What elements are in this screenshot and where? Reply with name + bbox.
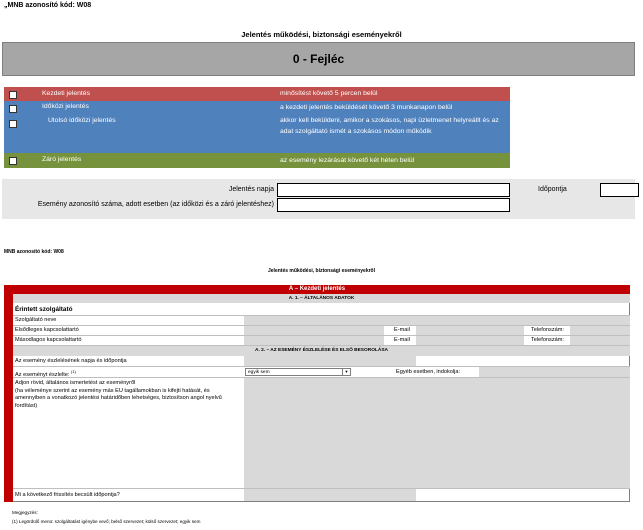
report-type-label: Záró jelentés — [42, 156, 82, 163]
report-date-label: Jelentés napja — [228, 186, 274, 193]
next-update-row — [13, 489, 630, 502]
note-1: (1) Legördülő menü: szolgáltatást igénybe vevő; belső szervezet; külső szervezet; egyik sem — [12, 519, 201, 524]
detected-by-row — [13, 367, 630, 378]
form-code: „MNB azonosító kód: W08 — [4, 2, 92, 9]
detected-by-select[interactable] — [245, 368, 351, 376]
other-reason-label: Egyéb esetben, indokolja: — [396, 369, 461, 375]
detect-date-label: Az esemény észlelésének napja és időpontja — [15, 358, 127, 364]
report-type-label: Időközi jelentés — [42, 103, 89, 110]
checkbox-final[interactable] — [9, 157, 17, 165]
next-update-label: Mi a következő frissítés becsült időpontja? — [15, 492, 120, 498]
section-header: 0 - Fejléc — [2, 42, 635, 76]
select-value: egyik sem — [248, 370, 270, 375]
form-code-small: MNB azonosító kód: W08 — [4, 249, 64, 255]
primary-contact-label: Elsődleges kapcsolattartó — [15, 327, 79, 333]
provider-name-label: Szolgáltató neve — [15, 317, 57, 323]
detect-date-input[interactable] — [244, 356, 416, 366]
checkbox-last-interim[interactable] — [9, 120, 17, 128]
report-type-label: Kezdeti jelentés — [42, 90, 90, 97]
phone-label: Telefonszám: — [531, 327, 564, 333]
primary-contact-input[interactable] — [244, 326, 384, 335]
report-type-desc: minősítést követő 5 percen belül — [280, 90, 378, 97]
report-type-final — [4, 153, 510, 168]
report-title: Jelentés működési, biztonsági eseményekről — [241, 30, 402, 39]
description-label: Adjon rövid, általános ismertetést az eseményről (ha véleménye szerint az esemény más EU tagállamokban is kifejti hatását, és amennyiben a vonatkozó jelentési határidőben lehetséges, biztosítson angol nyelvű fordítást) — [15, 380, 222, 409]
event-id-input[interactable] — [277, 198, 510, 212]
primary-contact-row — [13, 326, 630, 336]
email-label: E-mail — [394, 327, 410, 333]
report-type-desc: akkor kell beküldeni, amikor a szokásos, napi üzletmenet helyreállt és az adat szolgáltató ismét a szokásos módon működik — [280, 117, 499, 135]
affected-provider-heading: Érintett szolgáltató — [13, 303, 630, 316]
secondary-contact-label: Másodlagos kapcsolattartó — [15, 337, 82, 343]
email-label: E-mail — [394, 337, 410, 343]
form-side-bar — [4, 285, 13, 502]
subsection-a2: A. 2. – AZ ESEMÉNY ÉSZLELÉSE ÉS ELSŐ BESOROLÁSA — [13, 346, 630, 356]
checkbox-initial[interactable] — [9, 91, 17, 99]
phone-label: Telefonszám: — [531, 337, 564, 343]
primary-phone-input[interactable] — [570, 326, 630, 335]
other-reason-input[interactable] — [479, 367, 630, 377]
event-id-label: Esemény azonosító száma, adott esetben (az időközi és a záró jelentéshez) — [37, 201, 274, 208]
secondary-email-input[interactable] — [416, 336, 524, 345]
notes-title: Megjegyzés: — [12, 510, 38, 515]
form-section-title: A – Kezdeti jelentés — [4, 285, 630, 294]
chevron-down-icon[interactable]: ▼ — [342, 369, 350, 375]
secondary-contact-input[interactable] — [244, 336, 384, 345]
provider-name-row — [13, 316, 630, 326]
secondary-contact-row — [13, 336, 630, 346]
report-type-desc: a kezdeti jelentés beküldését követő 3 munkanapon belül — [280, 104, 453, 111]
description-input[interactable] — [244, 378, 630, 488]
report-type-label: Utolsó időközi jelentés — [48, 117, 116, 124]
detected-by-label: Az eseményt észlelte: $^{(1)}$ — [15, 369, 76, 378]
next-update-input[interactable] — [244, 489, 416, 501]
time-label: Időpontja — [538, 186, 567, 193]
description-row — [13, 378, 630, 489]
report-date-input[interactable] — [277, 183, 510, 197]
time-input[interactable] — [600, 183, 639, 197]
primary-email-input[interactable] — [416, 326, 524, 335]
report-title-small: Jelentés működési, biztonsági eseményekről — [268, 268, 375, 274]
checkbox-interim[interactable] — [9, 105, 17, 113]
secondary-phone-input[interactable] — [570, 336, 630, 345]
subsection-a1: A. 1. – ÁLTALÁNOS ADATOK — [13, 294, 630, 303]
report-type-initial — [4, 87, 510, 101]
report-type-desc: az esemény lezárását követő két héten belül — [280, 157, 415, 164]
report-type-interim — [4, 101, 510, 153]
provider-name-input[interactable] — [244, 316, 630, 325]
detect-date-row — [13, 356, 630, 367]
